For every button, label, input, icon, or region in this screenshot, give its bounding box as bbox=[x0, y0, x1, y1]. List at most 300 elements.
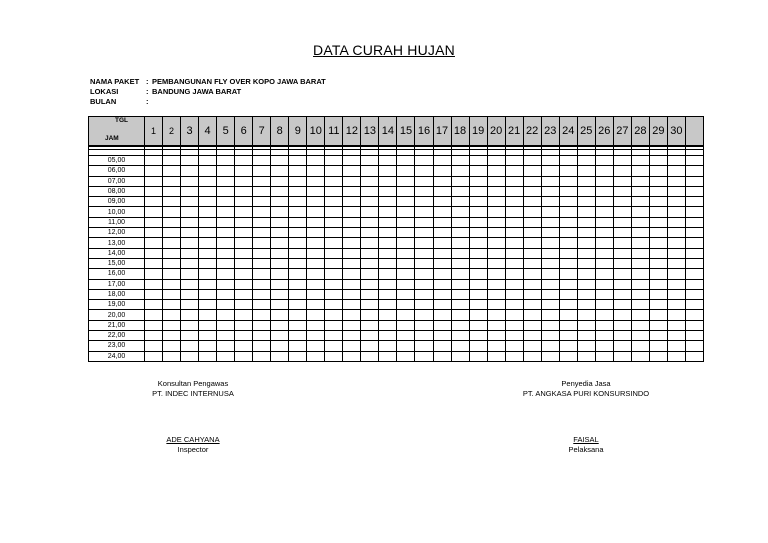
rainfall-cell[interactable] bbox=[289, 279, 307, 289]
rainfall-cell[interactable] bbox=[271, 300, 289, 310]
rainfall-cell[interactable] bbox=[541, 300, 559, 310]
rainfall-cell[interactable] bbox=[541, 228, 559, 238]
rainfall-cell[interactable] bbox=[559, 289, 577, 299]
rainfall-cell[interactable] bbox=[613, 228, 631, 238]
rainfall-cell[interactable] bbox=[163, 310, 181, 320]
rainfall-cell[interactable] bbox=[595, 341, 613, 351]
rainfall-cell[interactable] bbox=[433, 331, 451, 341]
rainfall-cell[interactable] bbox=[415, 238, 433, 248]
rainfall-cell[interactable] bbox=[199, 238, 217, 248]
rainfall-cell[interactable] bbox=[613, 176, 631, 186]
rainfall-cell[interactable] bbox=[649, 341, 667, 351]
rainfall-cell[interactable] bbox=[469, 331, 487, 341]
rainfall-cell[interactable] bbox=[577, 176, 595, 186]
rainfall-cell[interactable] bbox=[163, 248, 181, 258]
rainfall-cell[interactable] bbox=[253, 176, 271, 186]
rainfall-cell[interactable] bbox=[631, 166, 649, 176]
rainfall-cell[interactable] bbox=[667, 207, 685, 217]
rainfall-cell[interactable] bbox=[253, 341, 271, 351]
rainfall-cell[interactable] bbox=[199, 156, 217, 166]
rainfall-cell[interactable] bbox=[235, 269, 253, 279]
rainfall-cell[interactable] bbox=[487, 228, 505, 238]
rainfall-cell[interactable] bbox=[289, 310, 307, 320]
rainfall-cell[interactable] bbox=[181, 279, 199, 289]
rainfall-cell[interactable] bbox=[379, 228, 397, 238]
rainfall-cell[interactable] bbox=[325, 207, 343, 217]
rainfall-cell[interactable] bbox=[325, 300, 343, 310]
rainfall-cell[interactable] bbox=[307, 351, 325, 361]
rainfall-cell[interactable] bbox=[559, 351, 577, 361]
rainfall-cell[interactable] bbox=[559, 217, 577, 227]
rainfall-cell[interactable] bbox=[595, 217, 613, 227]
rainfall-cell[interactable] bbox=[181, 156, 199, 166]
rainfall-cell[interactable] bbox=[415, 217, 433, 227]
rainfall-cell[interactable] bbox=[523, 269, 541, 279]
rainfall-cell[interactable] bbox=[361, 300, 379, 310]
rainfall-cell[interactable] bbox=[181, 341, 199, 351]
rainfall-cell[interactable] bbox=[415, 289, 433, 299]
rainfall-cell[interactable] bbox=[523, 258, 541, 268]
rainfall-cell[interactable] bbox=[163, 186, 181, 196]
rainfall-cell[interactable] bbox=[667, 351, 685, 361]
rainfall-cell[interactable] bbox=[487, 289, 505, 299]
rainfall-cell[interactable] bbox=[577, 331, 595, 341]
rainfall-cell[interactable] bbox=[487, 331, 505, 341]
rainfall-cell[interactable] bbox=[217, 186, 235, 196]
rainfall-cell[interactable] bbox=[379, 331, 397, 341]
rainfall-cell[interactable] bbox=[379, 320, 397, 330]
rainfall-cell[interactable] bbox=[613, 197, 631, 207]
rainfall-cell[interactable] bbox=[343, 176, 361, 186]
rainfall-cell[interactable] bbox=[559, 238, 577, 248]
rainfall-cell[interactable] bbox=[451, 341, 469, 351]
rainfall-cell[interactable] bbox=[343, 269, 361, 279]
rainfall-cell[interactable] bbox=[631, 228, 649, 238]
rainfall-cell[interactable] bbox=[415, 310, 433, 320]
rainfall-cell[interactable] bbox=[559, 320, 577, 330]
rainfall-cell[interactable] bbox=[163, 289, 181, 299]
rainfall-cell[interactable] bbox=[379, 166, 397, 176]
rainfall-cell[interactable] bbox=[451, 217, 469, 227]
rainfall-cell[interactable] bbox=[271, 228, 289, 238]
rainfall-cell[interactable] bbox=[181, 197, 199, 207]
rainfall-cell[interactable] bbox=[235, 279, 253, 289]
rainfall-cell[interactable] bbox=[397, 248, 415, 258]
rainfall-cell[interactable] bbox=[217, 176, 235, 186]
rainfall-cell[interactable] bbox=[433, 166, 451, 176]
rainfall-cell[interactable] bbox=[343, 341, 361, 351]
rainfall-cell[interactable] bbox=[307, 197, 325, 207]
rainfall-cell[interactable] bbox=[145, 341, 163, 351]
rainfall-cell[interactable] bbox=[667, 228, 685, 238]
rainfall-cell[interactable] bbox=[685, 248, 703, 258]
rainfall-cell[interactable] bbox=[559, 269, 577, 279]
rainfall-cell[interactable] bbox=[433, 310, 451, 320]
rainfall-cell[interactable] bbox=[325, 228, 343, 238]
rainfall-cell[interactable] bbox=[667, 269, 685, 279]
rainfall-cell[interactable] bbox=[181, 217, 199, 227]
rainfall-cell[interactable] bbox=[649, 248, 667, 258]
rainfall-cell[interactable] bbox=[451, 207, 469, 217]
rainfall-cell[interactable] bbox=[325, 156, 343, 166]
rainfall-cell[interactable] bbox=[307, 228, 325, 238]
rainfall-cell[interactable] bbox=[199, 300, 217, 310]
rainfall-cell[interactable] bbox=[217, 310, 235, 320]
rainfall-cell[interactable] bbox=[235, 351, 253, 361]
rainfall-cell[interactable] bbox=[181, 207, 199, 217]
rainfall-cell[interactable] bbox=[451, 197, 469, 207]
rainfall-cell[interactable] bbox=[595, 310, 613, 320]
rainfall-cell[interactable] bbox=[595, 156, 613, 166]
rainfall-cell[interactable] bbox=[289, 166, 307, 176]
rainfall-cell[interactable] bbox=[307, 279, 325, 289]
rainfall-cell[interactable] bbox=[631, 300, 649, 310]
rainfall-cell[interactable] bbox=[505, 166, 523, 176]
rainfall-cell[interactable] bbox=[379, 351, 397, 361]
rainfall-cell[interactable] bbox=[343, 300, 361, 310]
rainfall-cell[interactable] bbox=[685, 269, 703, 279]
rainfall-cell[interactable] bbox=[595, 331, 613, 341]
rainfall-cell[interactable] bbox=[649, 186, 667, 196]
rainfall-cell[interactable] bbox=[343, 351, 361, 361]
rainfall-cell[interactable] bbox=[235, 176, 253, 186]
rainfall-cell[interactable] bbox=[307, 269, 325, 279]
rainfall-cell[interactable] bbox=[235, 156, 253, 166]
rainfall-cell[interactable] bbox=[487, 258, 505, 268]
rainfall-cell[interactable] bbox=[613, 207, 631, 217]
rainfall-cell[interactable] bbox=[235, 320, 253, 330]
rainfall-cell[interactable] bbox=[505, 248, 523, 258]
rainfall-cell[interactable] bbox=[217, 207, 235, 217]
rainfall-cell[interactable] bbox=[685, 258, 703, 268]
rainfall-cell[interactable] bbox=[217, 279, 235, 289]
rainfall-cell[interactable] bbox=[379, 269, 397, 279]
rainfall-cell[interactable] bbox=[253, 258, 271, 268]
rainfall-cell[interactable] bbox=[631, 186, 649, 196]
rainfall-cell[interactable] bbox=[343, 310, 361, 320]
rainfall-cell[interactable] bbox=[163, 176, 181, 186]
rainfall-cell[interactable] bbox=[415, 228, 433, 238]
rainfall-cell[interactable] bbox=[307, 310, 325, 320]
rainfall-cell[interactable] bbox=[685, 289, 703, 299]
rainfall-cell[interactable] bbox=[379, 341, 397, 351]
rainfall-cell[interactable] bbox=[667, 331, 685, 341]
rainfall-cell[interactable] bbox=[181, 258, 199, 268]
rainfall-cell[interactable] bbox=[433, 197, 451, 207]
rainfall-cell[interactable] bbox=[199, 310, 217, 320]
rainfall-cell[interactable] bbox=[325, 166, 343, 176]
rainfall-cell[interactable] bbox=[271, 248, 289, 258]
rainfall-cell[interactable] bbox=[397, 310, 415, 320]
rainfall-cell[interactable] bbox=[685, 228, 703, 238]
rainfall-cell[interactable] bbox=[235, 331, 253, 341]
rainfall-cell[interactable] bbox=[469, 248, 487, 258]
rainfall-cell[interactable] bbox=[271, 186, 289, 196]
rainfall-cell[interactable] bbox=[505, 197, 523, 207]
rainfall-cell[interactable] bbox=[397, 228, 415, 238]
rainfall-cell[interactable] bbox=[235, 217, 253, 227]
rainfall-cell[interactable] bbox=[649, 289, 667, 299]
rainfall-cell[interactable] bbox=[217, 248, 235, 258]
rainfall-cell[interactable] bbox=[253, 310, 271, 320]
rainfall-cell[interactable] bbox=[307, 248, 325, 258]
rainfall-cell[interactable] bbox=[181, 248, 199, 258]
rainfall-cell[interactable] bbox=[253, 156, 271, 166]
rainfall-cell[interactable] bbox=[253, 248, 271, 258]
rainfall-cell[interactable] bbox=[217, 300, 235, 310]
rainfall-cell[interactable] bbox=[505, 176, 523, 186]
rainfall-cell[interactable] bbox=[289, 156, 307, 166]
rainfall-cell[interactable] bbox=[397, 341, 415, 351]
rainfall-cell[interactable] bbox=[307, 166, 325, 176]
rainfall-cell[interactable] bbox=[181, 176, 199, 186]
rainfall-cell[interactable] bbox=[307, 289, 325, 299]
rainfall-cell[interactable] bbox=[343, 289, 361, 299]
rainfall-cell[interactable] bbox=[397, 269, 415, 279]
rainfall-cell[interactable] bbox=[271, 197, 289, 207]
rainfall-cell[interactable] bbox=[307, 156, 325, 166]
rainfall-cell[interactable] bbox=[289, 176, 307, 186]
rainfall-cell[interactable] bbox=[325, 341, 343, 351]
rainfall-cell[interactable] bbox=[487, 238, 505, 248]
rainfall-cell[interactable] bbox=[505, 228, 523, 238]
rainfall-cell[interactable] bbox=[577, 310, 595, 320]
rainfall-cell[interactable] bbox=[451, 248, 469, 258]
rainfall-cell[interactable] bbox=[361, 166, 379, 176]
rainfall-cell[interactable] bbox=[397, 279, 415, 289]
rainfall-cell[interactable] bbox=[487, 248, 505, 258]
rainfall-cell[interactable] bbox=[433, 341, 451, 351]
rainfall-cell[interactable] bbox=[613, 289, 631, 299]
rainfall-cell[interactable] bbox=[343, 248, 361, 258]
rainfall-cell[interactable] bbox=[667, 320, 685, 330]
rainfall-cell[interactable] bbox=[469, 176, 487, 186]
rainfall-cell[interactable] bbox=[559, 166, 577, 176]
rainfall-cell[interactable] bbox=[487, 279, 505, 289]
rainfall-cell[interactable] bbox=[649, 238, 667, 248]
rainfall-cell[interactable] bbox=[235, 258, 253, 268]
rainfall-cell[interactable] bbox=[577, 248, 595, 258]
rainfall-cell[interactable] bbox=[613, 166, 631, 176]
rainfall-cell[interactable] bbox=[649, 310, 667, 320]
rainfall-cell[interactable] bbox=[469, 269, 487, 279]
rainfall-cell[interactable] bbox=[541, 341, 559, 351]
rainfall-cell[interactable] bbox=[181, 310, 199, 320]
rainfall-cell[interactable] bbox=[685, 176, 703, 186]
rainfall-cell[interactable] bbox=[613, 248, 631, 258]
rainfall-cell[interactable] bbox=[685, 320, 703, 330]
rainfall-cell[interactable] bbox=[361, 258, 379, 268]
rainfall-cell[interactable] bbox=[577, 320, 595, 330]
rainfall-cell[interactable] bbox=[145, 279, 163, 289]
rainfall-cell[interactable] bbox=[469, 289, 487, 299]
rainfall-cell[interactable] bbox=[253, 320, 271, 330]
rainfall-cell[interactable] bbox=[541, 248, 559, 258]
rainfall-cell[interactable] bbox=[631, 279, 649, 289]
rainfall-cell[interactable] bbox=[325, 186, 343, 196]
rainfall-cell[interactable] bbox=[145, 289, 163, 299]
rainfall-cell[interactable] bbox=[451, 228, 469, 238]
rainfall-cell[interactable] bbox=[685, 217, 703, 227]
rainfall-cell[interactable] bbox=[451, 176, 469, 186]
rainfall-cell[interactable] bbox=[397, 176, 415, 186]
rainfall-cell[interactable] bbox=[199, 258, 217, 268]
rainfall-cell[interactable] bbox=[271, 217, 289, 227]
rainfall-cell[interactable] bbox=[433, 217, 451, 227]
rainfall-cell[interactable] bbox=[343, 279, 361, 289]
rainfall-cell[interactable] bbox=[487, 320, 505, 330]
rainfall-cell[interactable] bbox=[343, 258, 361, 268]
rainfall-cell[interactable] bbox=[469, 310, 487, 320]
rainfall-cell[interactable] bbox=[469, 320, 487, 330]
rainfall-cell[interactable] bbox=[163, 341, 181, 351]
rainfall-cell[interactable] bbox=[271, 176, 289, 186]
rainfall-cell[interactable] bbox=[361, 320, 379, 330]
rainfall-cell[interactable] bbox=[361, 279, 379, 289]
rainfall-cell[interactable] bbox=[199, 197, 217, 207]
rainfall-cell[interactable] bbox=[523, 238, 541, 248]
rainfall-cell[interactable] bbox=[289, 289, 307, 299]
rainfall-cell[interactable] bbox=[397, 207, 415, 217]
rainfall-cell[interactable] bbox=[613, 310, 631, 320]
rainfall-cell[interactable] bbox=[271, 207, 289, 217]
rainfall-cell[interactable] bbox=[469, 258, 487, 268]
rainfall-cell[interactable] bbox=[559, 258, 577, 268]
rainfall-cell[interactable] bbox=[253, 351, 271, 361]
rainfall-cell[interactable] bbox=[415, 248, 433, 258]
rainfall-cell[interactable] bbox=[631, 289, 649, 299]
rainfall-cell[interactable] bbox=[505, 207, 523, 217]
rainfall-cell[interactable] bbox=[469, 279, 487, 289]
rainfall-cell[interactable] bbox=[217, 156, 235, 166]
rainfall-cell[interactable] bbox=[271, 156, 289, 166]
rainfall-cell[interactable] bbox=[145, 186, 163, 196]
rainfall-cell[interactable] bbox=[667, 176, 685, 186]
rainfall-cell[interactable] bbox=[469, 217, 487, 227]
rainfall-cell[interactable] bbox=[613, 341, 631, 351]
rainfall-cell[interactable] bbox=[667, 310, 685, 320]
rainfall-cell[interactable] bbox=[199, 207, 217, 217]
rainfall-cell[interactable] bbox=[451, 269, 469, 279]
rainfall-cell[interactable] bbox=[289, 228, 307, 238]
rainfall-cell[interactable] bbox=[649, 166, 667, 176]
rainfall-cell[interactable] bbox=[361, 341, 379, 351]
rainfall-cell[interactable] bbox=[541, 279, 559, 289]
rainfall-cell[interactable] bbox=[451, 289, 469, 299]
rainfall-cell[interactable] bbox=[217, 166, 235, 176]
rainfall-cell[interactable] bbox=[163, 197, 181, 207]
rainfall-cell[interactable] bbox=[379, 207, 397, 217]
rainfall-cell[interactable] bbox=[613, 217, 631, 227]
rainfall-cell[interactable] bbox=[145, 300, 163, 310]
rainfall-cell[interactable] bbox=[307, 320, 325, 330]
rainfall-cell[interactable] bbox=[199, 228, 217, 238]
rainfall-cell[interactable] bbox=[487, 269, 505, 279]
rainfall-cell[interactable] bbox=[271, 289, 289, 299]
rainfall-cell[interactable] bbox=[559, 248, 577, 258]
rainfall-cell[interactable] bbox=[667, 289, 685, 299]
rainfall-cell[interactable] bbox=[667, 238, 685, 248]
rainfall-cell[interactable] bbox=[163, 156, 181, 166]
rainfall-cell[interactable] bbox=[163, 320, 181, 330]
rainfall-cell[interactable] bbox=[361, 331, 379, 341]
rainfall-cell[interactable] bbox=[181, 228, 199, 238]
rainfall-cell[interactable] bbox=[577, 197, 595, 207]
rainfall-cell[interactable] bbox=[217, 341, 235, 351]
rainfall-cell[interactable] bbox=[559, 331, 577, 341]
rainfall-cell[interactable] bbox=[523, 156, 541, 166]
rainfall-cell[interactable] bbox=[523, 320, 541, 330]
rainfall-cell[interactable] bbox=[541, 176, 559, 186]
rainfall-cell[interactable] bbox=[271, 269, 289, 279]
rainfall-cell[interactable] bbox=[685, 238, 703, 248]
rainfall-cell[interactable] bbox=[307, 341, 325, 351]
rainfall-cell[interactable] bbox=[253, 166, 271, 176]
rainfall-cell[interactable] bbox=[595, 197, 613, 207]
rainfall-cell[interactable] bbox=[451, 300, 469, 310]
rainfall-cell[interactable] bbox=[199, 248, 217, 258]
rainfall-cell[interactable] bbox=[199, 269, 217, 279]
rainfall-cell[interactable] bbox=[649, 176, 667, 186]
rainfall-cell[interactable] bbox=[631, 351, 649, 361]
rainfall-cell[interactable] bbox=[469, 186, 487, 196]
rainfall-cell[interactable] bbox=[595, 351, 613, 361]
rainfall-cell[interactable] bbox=[361, 197, 379, 207]
rainfall-cell[interactable] bbox=[415, 331, 433, 341]
rainfall-cell[interactable] bbox=[235, 166, 253, 176]
rainfall-cell[interactable] bbox=[235, 197, 253, 207]
rainfall-cell[interactable] bbox=[217, 238, 235, 248]
rainfall-cell[interactable] bbox=[145, 351, 163, 361]
rainfall-cell[interactable] bbox=[577, 279, 595, 289]
rainfall-cell[interactable] bbox=[145, 228, 163, 238]
rainfall-cell[interactable] bbox=[379, 186, 397, 196]
rainfall-cell[interactable] bbox=[199, 341, 217, 351]
rainfall-cell[interactable] bbox=[541, 269, 559, 279]
rainfall-cell[interactable] bbox=[289, 331, 307, 341]
rainfall-cell[interactable] bbox=[667, 248, 685, 258]
rainfall-cell[interactable] bbox=[595, 166, 613, 176]
rainfall-cell[interactable] bbox=[379, 258, 397, 268]
rainfall-cell[interactable] bbox=[433, 207, 451, 217]
rainfall-cell[interactable] bbox=[577, 217, 595, 227]
rainfall-cell[interactable] bbox=[361, 176, 379, 186]
rainfall-cell[interactable] bbox=[163, 228, 181, 238]
rainfall-cell[interactable] bbox=[289, 217, 307, 227]
rainfall-cell[interactable] bbox=[559, 207, 577, 217]
rainfall-cell[interactable] bbox=[451, 351, 469, 361]
rainfall-cell[interactable] bbox=[685, 341, 703, 351]
rainfall-cell[interactable] bbox=[631, 217, 649, 227]
rainfall-cell[interactable] bbox=[361, 228, 379, 238]
rainfall-cell[interactable] bbox=[631, 310, 649, 320]
rainfall-cell[interactable] bbox=[631, 341, 649, 351]
rainfall-cell[interactable] bbox=[595, 258, 613, 268]
rainfall-cell[interactable] bbox=[397, 320, 415, 330]
rainfall-cell[interactable] bbox=[541, 310, 559, 320]
rainfall-cell[interactable] bbox=[469, 238, 487, 248]
rainfall-cell[interactable] bbox=[145, 269, 163, 279]
rainfall-cell[interactable] bbox=[397, 300, 415, 310]
rainfall-cell[interactable] bbox=[199, 166, 217, 176]
rainfall-cell[interactable] bbox=[271, 310, 289, 320]
rainfall-cell[interactable] bbox=[559, 341, 577, 351]
rainfall-cell[interactable] bbox=[253, 300, 271, 310]
rainfall-cell[interactable] bbox=[361, 207, 379, 217]
rainfall-cell[interactable] bbox=[415, 351, 433, 361]
rainfall-cell[interactable] bbox=[397, 238, 415, 248]
rainfall-cell[interactable] bbox=[253, 331, 271, 341]
